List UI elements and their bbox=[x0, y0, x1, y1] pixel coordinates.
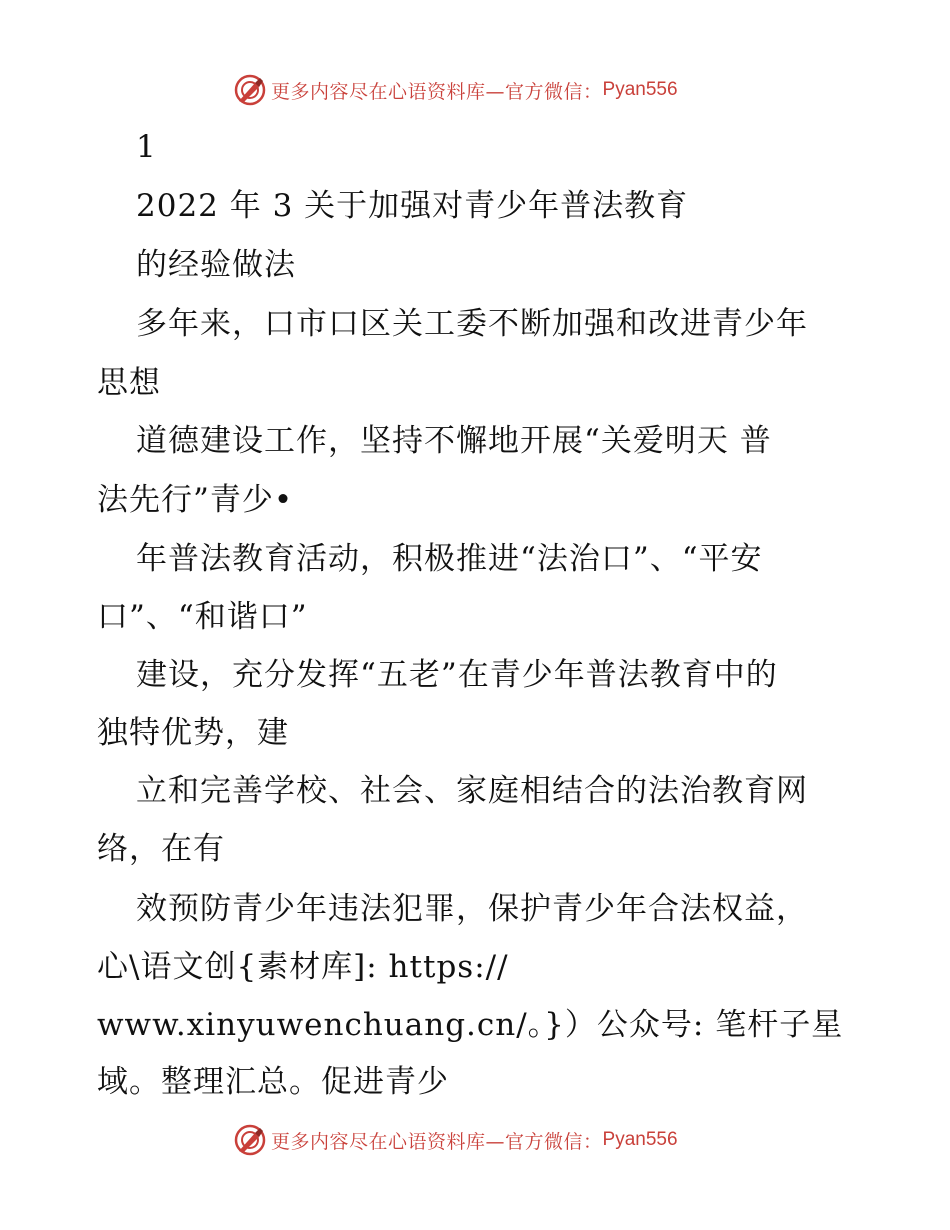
header-watermark bbox=[233, 70, 678, 110]
footer-watermark-text: 更多内容尽在心语资料库—官方微信： bbox=[271, 1130, 603, 1153]
page-number: 1 bbox=[136, 129, 157, 165]
pen-logo-icon bbox=[233, 1123, 267, 1157]
header-watermark-handle: Pyan556 bbox=[602, 79, 678, 100]
header-watermark-text: 更多内容尽在心语资料库—官方微信： bbox=[271, 80, 603, 103]
body-line: 口”、“和谐口” bbox=[97, 599, 308, 635]
title-line-1: 2022 年 3 关于加强对青少年普法教育 bbox=[136, 188, 689, 224]
pen-logo-icon bbox=[233, 73, 267, 107]
body-line: 道德建设工作，坚持不懈地开展“关爱明天 普 bbox=[136, 423, 772, 459]
body-line: 建设，充分发挥“五老”在青少年普法教育中的 bbox=[136, 657, 778, 693]
body-line: 心\语文创{素材库]: https:// bbox=[97, 949, 509, 985]
body-line: 思想 bbox=[97, 365, 161, 401]
title-line-2: 的经验做法 bbox=[136, 247, 296, 283]
footer-watermark bbox=[233, 1120, 678, 1160]
body-line: 立和完善学校、社会、家庭相结合的法治教育网 bbox=[136, 773, 808, 809]
body-line: 年普法教育活动，积极推进“法治口”、“平安 bbox=[136, 541, 763, 577]
body-line: www.xinyuwenchuang.cn/。}）公众号: 笔杆子星 bbox=[97, 1007, 844, 1043]
body-line: 效预防青少年违法犯罪，保护青少年合法权益， bbox=[136, 891, 808, 927]
body-line: 多年来，口市口区关工委不断加强和改进青少年 bbox=[136, 306, 808, 342]
body-line: 独特优势，建 bbox=[97, 715, 289, 751]
body-line: 络，在有 bbox=[97, 831, 225, 867]
footer-watermark-handle: Pyan556 bbox=[602, 1129, 678, 1150]
body-line: 法先行”青少• bbox=[97, 482, 294, 518]
body-line: 域。整理汇总。促进青少 bbox=[97, 1064, 449, 1100]
